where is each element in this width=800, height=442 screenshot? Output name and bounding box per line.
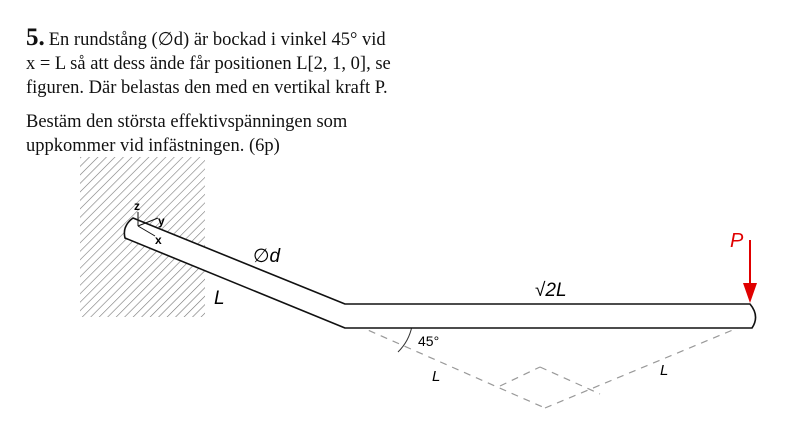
- dashed-line-left: [345, 320, 545, 408]
- question-line-1: Bestäm den största effektivspänningen som: [26, 112, 348, 132]
- axis-y-label: y: [158, 214, 165, 228]
- diameter-label: ∅d: [253, 246, 281, 267]
- dashed-line-right: [545, 322, 752, 408]
- projection-lines: [345, 320, 752, 408]
- length-label: L: [214, 288, 225, 309]
- axis-x-label: x: [155, 233, 162, 247]
- angle-label: 45°: [418, 333, 440, 349]
- dashed-tick-2: [540, 367, 600, 394]
- sqrt2-length-label: √2L: [535, 280, 567, 301]
- problem-text-line-2: x = L så att dess ände får positionen L[2, 1, 0], se: [26, 54, 391, 74]
- bent-rod: [124, 218, 755, 328]
- dashed-tick-1: [500, 367, 540, 386]
- dashed-left-length-label: L: [432, 368, 441, 385]
- force-arrow: [743, 240, 757, 303]
- question-line-2: uppkommer vid infästningen. (6p): [26, 136, 280, 156]
- problem-number: 5.: [26, 24, 45, 51]
- axis-z-label: z: [134, 199, 140, 213]
- force-label: P: [730, 230, 744, 252]
- problem-text-line-3: figuren. Där belastas den med en vertikal kraft P.: [26, 78, 388, 98]
- problem-text-line-1: En rundstång (∅d) är bockad i vinkel 45° vid: [48, 30, 386, 50]
- dashed-right-length-label: L: [660, 362, 669, 379]
